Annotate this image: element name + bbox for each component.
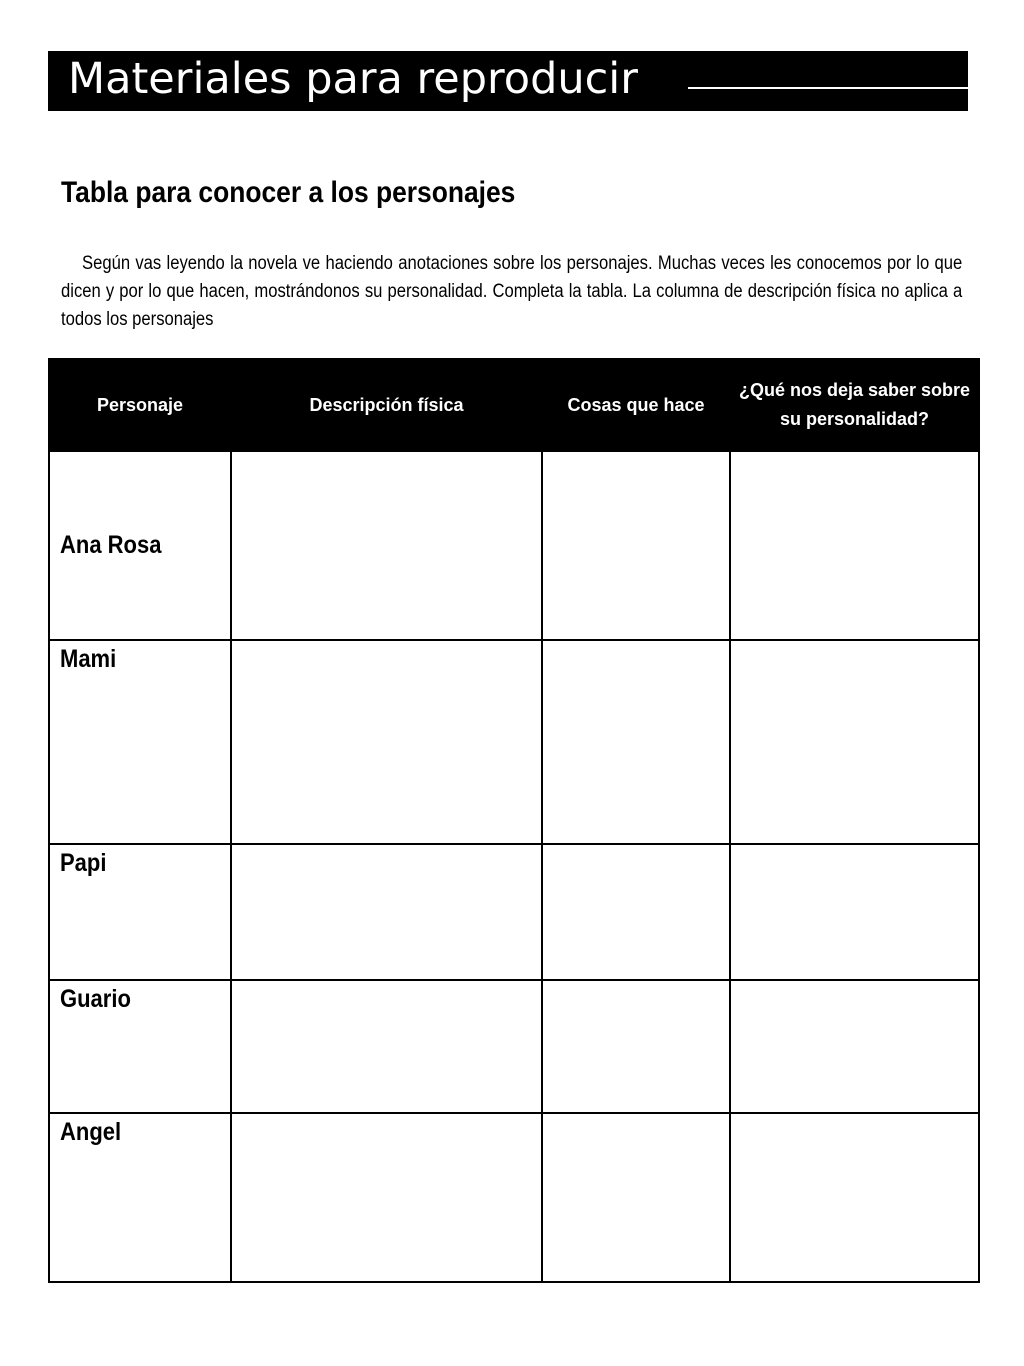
cosas-cell[interactable] bbox=[542, 844, 730, 980]
character-name-cell bbox=[49, 980, 231, 1113]
character-name: Angel bbox=[60, 1118, 122, 1146]
column-header-personalidad: ¿Qué nos deja saber sobre su personalidad? bbox=[730, 359, 979, 451]
header-rule bbox=[688, 87, 968, 89]
personalidad-cell[interactable] bbox=[730, 451, 979, 640]
descripcion-cell[interactable] bbox=[231, 451, 542, 640]
character-name-cell bbox=[49, 640, 231, 844]
table-row bbox=[49, 1113, 979, 1282]
intro-paragraph: Según vas leyendo la novela ve haciendo anotaciones sobre los personajes. Muchas veces les conocemos por lo que dicen y por lo que hacen, mostrándonos su personalidad. Completa la tabla. La columna de descripción física no aplica a todos los personajes bbox=[61, 253, 963, 330]
cosas-cell[interactable] bbox=[542, 980, 730, 1113]
table-row bbox=[49, 640, 979, 844]
cosas-cell[interactable] bbox=[542, 451, 730, 640]
personalidad-cell[interactable] bbox=[730, 844, 979, 980]
character-name: Ana Rosa bbox=[60, 531, 162, 559]
page-title: Materiales para reproducir bbox=[68, 54, 638, 104]
column-header-descripcion: Descripción física bbox=[231, 359, 542, 451]
descripcion-cell[interactable] bbox=[231, 640, 542, 844]
table-row bbox=[49, 844, 979, 980]
personalidad-cell[interactable] bbox=[730, 1113, 979, 1282]
cosas-cell[interactable] bbox=[542, 640, 730, 844]
character-name-cell bbox=[49, 1113, 231, 1282]
descripcion-cell[interactable] bbox=[231, 844, 542, 980]
table-header-row bbox=[49, 359, 979, 451]
section-title: Tabla para conocer a los personajes bbox=[61, 176, 516, 209]
character-table bbox=[48, 358, 980, 1283]
character-name: Mami bbox=[60, 645, 117, 673]
column-header-cosas: Cosas que hace bbox=[542, 359, 730, 451]
personalidad-cell[interactable] bbox=[730, 640, 979, 844]
descripcion-cell[interactable] bbox=[231, 1113, 542, 1282]
table-row bbox=[49, 980, 979, 1113]
cosas-cell[interactable] bbox=[542, 1113, 730, 1282]
table-row bbox=[49, 451, 979, 640]
personalidad-cell[interactable] bbox=[730, 980, 979, 1113]
column-header-personaje: Personaje bbox=[49, 359, 231, 451]
header-banner bbox=[48, 51, 968, 111]
character-name: Guario bbox=[60, 985, 131, 1013]
character-name: Papi bbox=[60, 849, 107, 877]
descripcion-cell[interactable] bbox=[231, 980, 542, 1113]
character-name-cell bbox=[49, 451, 231, 640]
character-name-cell bbox=[49, 844, 231, 980]
